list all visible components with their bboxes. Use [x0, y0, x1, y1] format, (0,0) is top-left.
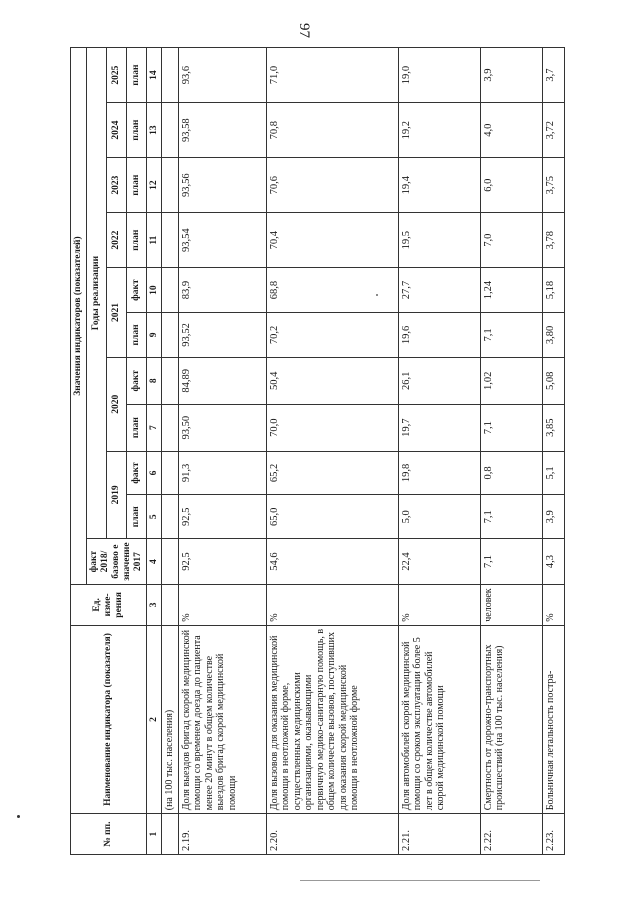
row-unit: % — [266, 585, 398, 626]
column-number: 12 — [146, 158, 162, 213]
row-value: 7,1 — [480, 539, 542, 585]
row-value: 3,80 — [542, 313, 564, 358]
row-value: 83,9 — [178, 268, 266, 313]
column-number: 11 — [146, 213, 162, 268]
column-number: 8 — [146, 357, 162, 404]
header-years-group: Годы реализации — [86, 48, 106, 539]
table-row — [266, 48, 398, 855]
row-value: 26,1 — [398, 357, 480, 404]
row-value: 4,0 — [480, 103, 542, 158]
row-value: 19,5 — [398, 213, 480, 268]
header-fact: факт — [126, 451, 146, 495]
column-numbers-row — [146, 48, 162, 855]
table-row — [398, 48, 480, 855]
scan-speck — [376, 294, 378, 296]
row-value: 68,8 — [266, 268, 398, 313]
row-value: 5,18 — [542, 268, 564, 313]
row-value: 92,5 — [178, 539, 266, 585]
row-value: 3,75 — [542, 158, 564, 213]
row-value: 93,52 — [178, 313, 266, 358]
row-value: 6,0 — [480, 158, 542, 213]
row-value: 7,1 — [480, 313, 542, 358]
row-value: 65,2 — [266, 451, 398, 495]
note-row — [162, 48, 179, 855]
row-value: 50,4 — [266, 357, 398, 404]
row-index: 2.19. — [178, 814, 266, 855]
row-name: Доля автомобилей скорой медицинской помощи со сроком эксплуатации более 5 лет в общем количестве автомобилей скорой медицинской помощи — [398, 625, 480, 813]
row-value: 70,8 — [266, 103, 398, 158]
row-unit: % — [398, 585, 480, 626]
row-value: 54,6 — [266, 539, 398, 585]
header-no: № пп. — [71, 814, 147, 855]
row-index: 2.21. — [398, 814, 480, 855]
table-row — [542, 48, 564, 855]
scan-speck — [17, 815, 20, 818]
row-value: 93,58 — [178, 103, 266, 158]
header-fact: факт — [126, 268, 146, 313]
row-value: 4,3 — [542, 539, 564, 585]
row-value: 93,56 — [178, 158, 266, 213]
indicators-table — [70, 47, 565, 855]
row-value: 84,89 — [178, 357, 266, 404]
row-value: 70,6 — [266, 158, 398, 213]
header-year-2019: 2019 — [106, 451, 126, 539]
row-value: 92,5 — [178, 495, 266, 539]
header-year-2024: 2024 — [106, 103, 126, 158]
row-value: 19,2 — [398, 103, 480, 158]
column-number: 10 — [146, 268, 162, 313]
header-base: факт 2018/базово е значение 2017 — [86, 539, 146, 585]
row-name: Доля вызовов для оказания медицинской помощи в неотложной форме, осуществленных медицинскими организациями, оказывающими первичную медико-санитарную помощь, в общем количестве вызовов, поступивших для оказания скорой медицинской помощи в неотложной форме — [266, 625, 398, 813]
row-name: Доля выездов бригад скорой медицинской помощи со временем доезда до пациента менее 20 минут в общем количестве выездов бригад скорой медицинской помощи — [178, 625, 266, 813]
row-value: 93,6 — [178, 48, 266, 103]
rotated-table-sheet — [70, 47, 556, 855]
page-number: 97 — [296, 23, 312, 38]
row-unit: % — [542, 585, 564, 626]
row-value: 3,9 — [480, 48, 542, 103]
row-value: 5,0 — [398, 495, 480, 539]
row-value: 7,1 — [480, 495, 542, 539]
row-unit: % — [178, 585, 266, 626]
column-number: 7 — [146, 404, 162, 451]
row-value: 70,0 — [266, 404, 398, 451]
header-year-2023: 2023 — [106, 158, 126, 213]
column-number: 5 — [146, 495, 162, 539]
row-value: 70,4 — [266, 213, 398, 268]
row-value: 91,3 — [178, 451, 266, 495]
header-year-2022: 2022 — [106, 213, 126, 268]
row-value: 93,54 — [178, 213, 266, 268]
row-value: 19,6 — [398, 313, 480, 358]
table-row — [480, 48, 542, 855]
row-value: 7,0 — [480, 213, 542, 268]
header-plan: план — [126, 404, 146, 451]
row-value: 71,0 — [266, 48, 398, 103]
row-value: 1,24 — [480, 268, 542, 313]
row-value: 19,7 — [398, 404, 480, 451]
header-values-group: Значения индикаторов (показателей) — [71, 48, 87, 585]
header-plan: план — [126, 495, 146, 539]
column-number: 13 — [146, 103, 162, 158]
row-value: 19,4 — [398, 158, 480, 213]
header-plan: план — [126, 103, 146, 158]
row-index: 2.20. — [266, 814, 398, 855]
note-text: (на 100 тыс. населения) — [162, 625, 179, 813]
row-value: 5,1 — [542, 451, 564, 495]
column-number: 2 — [146, 625, 162, 813]
row-index: 2.23. — [542, 814, 564, 855]
row-value: 3,85 — [542, 404, 564, 451]
row-value: 3,78 — [542, 213, 564, 268]
row-value: 27,7 — [398, 268, 480, 313]
row-value: 7,1 — [480, 404, 542, 451]
row-value: 0,8 — [480, 451, 542, 495]
row-unit: человек — [480, 585, 542, 626]
column-number: 3 — [146, 585, 162, 626]
row-value: 22,4 — [398, 539, 480, 585]
row-value: 70,2 — [266, 313, 398, 358]
header-plan: план — [126, 48, 146, 103]
table-row — [178, 48, 266, 855]
header-plan: план — [126, 313, 146, 358]
row-name: Смертность от дорожно-транспортных происшествий (на 100 тыс. населения) — [480, 625, 542, 813]
column-number: 1 — [146, 814, 162, 855]
header-plan: план — [126, 158, 146, 213]
column-number: 4 — [146, 539, 162, 585]
column-number: 9 — [146, 313, 162, 358]
row-value: 19,0 — [398, 48, 480, 103]
column-number: 14 — [146, 48, 162, 103]
row-value: 19,8 — [398, 451, 480, 495]
column-number: 6 — [146, 451, 162, 495]
row-value: 65,0 — [266, 495, 398, 539]
row-index: 2.22. — [480, 814, 542, 855]
row-value: 3,7 — [542, 48, 564, 103]
row-value: 3,9 — [542, 495, 564, 539]
header-name: Наименование индикатора (показателя) — [71, 625, 147, 813]
header-year-2020: 2020 — [106, 357, 126, 451]
scan-edge-line — [300, 880, 540, 881]
row-value: 1,02 — [480, 357, 542, 404]
row-value: 3,72 — [542, 103, 564, 158]
header-year-2021: 2021 — [106, 268, 126, 358]
header-plan: план — [126, 213, 146, 268]
header-unit: Ед. изме-рения — [71, 585, 147, 626]
row-name: Больничная летальность постра- — [542, 625, 564, 813]
row-value: 5,08 — [542, 357, 564, 404]
header-fact: факт — [126, 357, 146, 404]
row-value: 93,50 — [178, 404, 266, 451]
header-year-2025: 2025 — [106, 48, 126, 103]
